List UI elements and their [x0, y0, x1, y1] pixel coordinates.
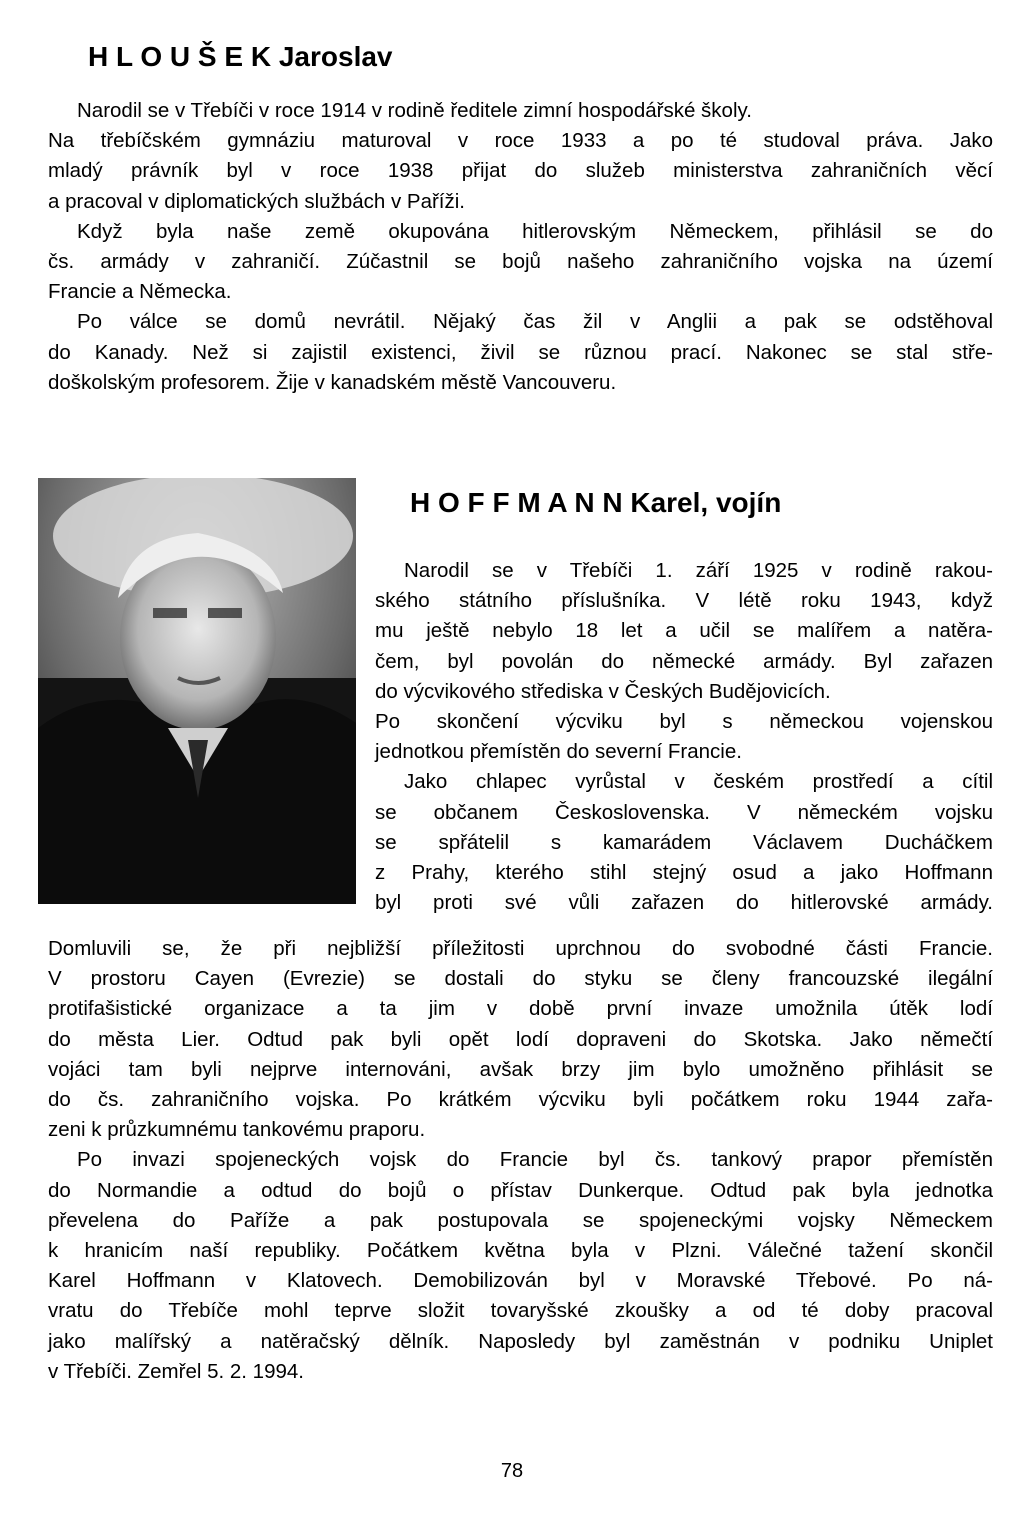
text-line: Po invazi spojeneckých vojsk do Francie byl čs. tankový prapor přemístěn: [77, 1148, 993, 1172]
text-line: se spřátelil s kamarádem Václavem Ducháčkem: [375, 830, 993, 854]
text-line: ského státního příslušníka. V létě roku 1943, když: [375, 589, 993, 613]
heading-given-name: Jaroslav: [278, 41, 393, 72]
text-line: do čs. zahraničního vojska. Po krátkém výcviku byli počátkem roku 1944 zařa-: [48, 1088, 993, 1112]
heading-hoffmann: [410, 486, 781, 520]
text-line: Jako chlapec vyrůstal v českém prostředí a cítil: [404, 770, 993, 794]
text-line: Po válce se domů nevrátil. Nějaký čas žil v Anglii a pak se odstěhoval: [77, 310, 993, 334]
text-line: vratu do Třebíče mohl teprve složit tovaryšské zkoušky a od té doby pracoval: [48, 1299, 993, 1323]
heading-hlousek: [88, 40, 393, 74]
paragraph: [48, 934, 993, 1145]
paragraph: [375, 556, 993, 767]
text-line: mladý právník byl v roce 1938 přijat do služeb ministerstva zahraničních věcí: [48, 159, 993, 183]
text-line: doškolským profesorem. Žije v kanadském městě Vancouveru.: [48, 370, 617, 394]
text-line: Narodil se v Třebíči v roce 1914 v rodině ředitele zimní hospodářské školy.: [77, 99, 752, 122]
paragraph: [375, 767, 993, 918]
text-line: do výcvikového střediska v Českých Budějovicích.: [375, 679, 831, 703]
heading-given-name: Karel, vojín: [630, 487, 782, 518]
text-line: z Prahy, kterého stihl stejný osud a jako Hoffmann: [375, 861, 993, 885]
paragraph: [48, 307, 993, 398]
paragraph: [48, 1145, 993, 1387]
text-line: Domluvili se, že při nejbližší příležitosti uprchnou do svobodné části Francie.: [48, 937, 993, 960]
text-line: Francie a Německa.: [48, 280, 232, 304]
text-line: čs. armády v zahraničí. Zúčastnil se bojů našeho zahraničního vojska na území: [48, 250, 993, 274]
portrait-photo: [38, 478, 356, 904]
text-line: čem, byl povolán do německé armády. Byl zařazen: [375, 649, 993, 673]
text-line: jednotkou přemístěn do severní Francie.: [375, 740, 742, 764]
text-line: a pracoval v diplomatických službách v Paříži.: [48, 189, 466, 213]
heading-surname: H L O U Š E K: [88, 41, 272, 72]
text-line: převelena do Paříže a pak postupovala se spojeneckými vojsky Německem: [48, 1208, 993, 1232]
text-line: k hranicím naší republiky. Počátkem května byla v Plzni. Válečné tažení skončil: [48, 1239, 993, 1263]
paragraph: [48, 217, 993, 308]
text-line: v Třebíči. Zemřel 5. 2. 1994.: [48, 1359, 304, 1383]
text-line: do města Lier. Odtud pak byli opět lodí dopraveni do Skotska. Jako němečtí: [48, 1027, 993, 1051]
text-line: do Kanady. Než si zajistil existenci, živil se různou prací. Nakonec se stal stře-: [48, 340, 993, 364]
text-line: Narodil se v Třebíči 1. září 1925 v rodině rakou-: [404, 559, 993, 582]
article-hlousek: [48, 96, 993, 398]
article-hoffmann-full: [48, 934, 993, 1387]
text-line: V prostoru Cayen (Evrezie) se dostali do styku se členy francouzské ilegální: [48, 967, 993, 991]
text-line: vojáci tam byli nejprve internováni, avšak brzy jim bylo umožněno přihlásit se: [48, 1057, 993, 1081]
text-line: Když byla naše země okupována hitlerovským Německem, přihlásil se do: [77, 219, 993, 243]
portrait-image: [38, 478, 356, 904]
article-hoffmann-column: [375, 556, 993, 918]
paragraph: [48, 96, 993, 217]
page-number: 78: [500, 1460, 524, 1482]
text-line: Po skončení výcviku byl s německou vojenskou: [375, 710, 993, 734]
text-line: Karel Hoffmann v Klatovech. Demobilizován byl v Moravské Třebové. Po ná-: [48, 1269, 993, 1293]
text-line: do Normandie a odtud do bojů o přístav Dunkerque. Odtud pak byla jednotka: [48, 1178, 993, 1202]
text-line: byl proti své vůli zařazen do hitlerovské armády.: [375, 891, 993, 915]
text-line: jako malířský a natěračský dělník. Naposledy byl zaměstnán v podniku Uniplet: [48, 1329, 993, 1353]
text-line: mu ještě nebylo 18 let a učil se malířem a natěra-: [375, 619, 993, 643]
heading-surname: H O F F M A N N: [410, 487, 623, 518]
text-line: protifašistické organizace a ta jim v době první invaze umožnila útěk lodí: [48, 997, 993, 1021]
text-line: zeni k průzkumnému tankovému praporu.: [48, 1118, 426, 1142]
text-line: Na třebíčském gymnáziu maturoval v roce 1933 a po té studoval práva. Jako: [48, 129, 993, 153]
text-line: se občanem Československa. V německém vojsku: [375, 800, 993, 824]
